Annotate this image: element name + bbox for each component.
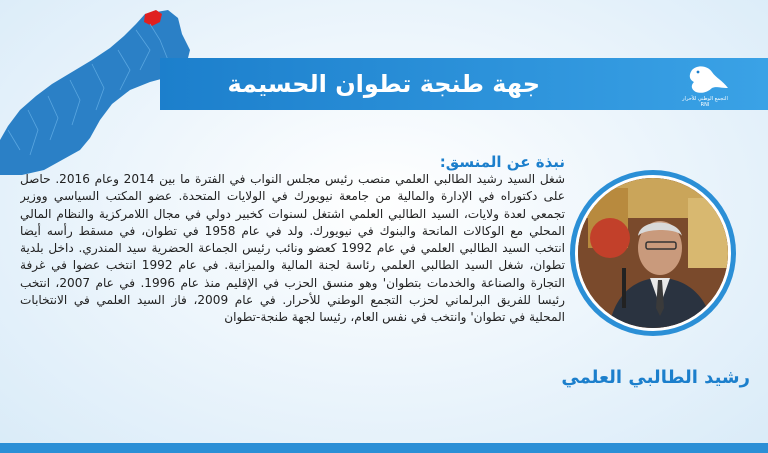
page-title: جهة طنجة تطوان الحسيمة <box>227 70 540 98</box>
person-name: رشيد الطالبي العلمي <box>561 367 750 388</box>
logo-caption-arabic: التجمع الوطني للأحرار <box>682 96 728 102</box>
section-heading: نبذة عن المنسق: <box>439 153 565 171</box>
logo-caption <box>672 96 738 108</box>
logo-caption-latin: RNI <box>700 102 710 108</box>
bio-paragraph: شغل السيد رشيد الطالبي العلمي منصب رئيس مجلس النواب في الفترة ما بين 2014 وعام 2016. حاصل على دكتوراه في الإدارة والمالية من جامعة نيويورك في الولايات المتحدة. عضو المكتب السياسي ووزير تجمعي لعدة ولايات، السيد الطالبي العلمي اشتغل لسنوات كخبير دولي في مجال اللامركزية والنظام المالي المحلي مع الوكالات المانحة والبنوك في نيويورك. ولد في عام 1958 في تطوان، في مسقط رأسه أيضا انتخب السيد الطالبي العلمي في عام 1992 كعضو ونائب رئيس الجماعة الحضرية سيد المندري. داخل بلدية تطوان، شغل السيد الطالبي العلمي رئاسة لجنة المالية والميزانية. في عام 1992 انتخب عضوا في غرفة التجارة والصناعة والخدمات بتطوان' وهو منسق الحزب في الإقليم منذ عام 1996. في عام 2007، انتخب رئيسا للفريق البرلماني لحزب التجمع الوطني للأحرار. في عام 2009، فاز السيد العلمي في الانتخابات المحلية في تطوان' وانتخب في نفس العام، رئيسا لجهة طنجة-تطوان <box>20 172 565 325</box>
portrait-photo <box>575 175 731 331</box>
bottom-bar <box>0 443 768 453</box>
portrait-illustration <box>578 178 731 331</box>
